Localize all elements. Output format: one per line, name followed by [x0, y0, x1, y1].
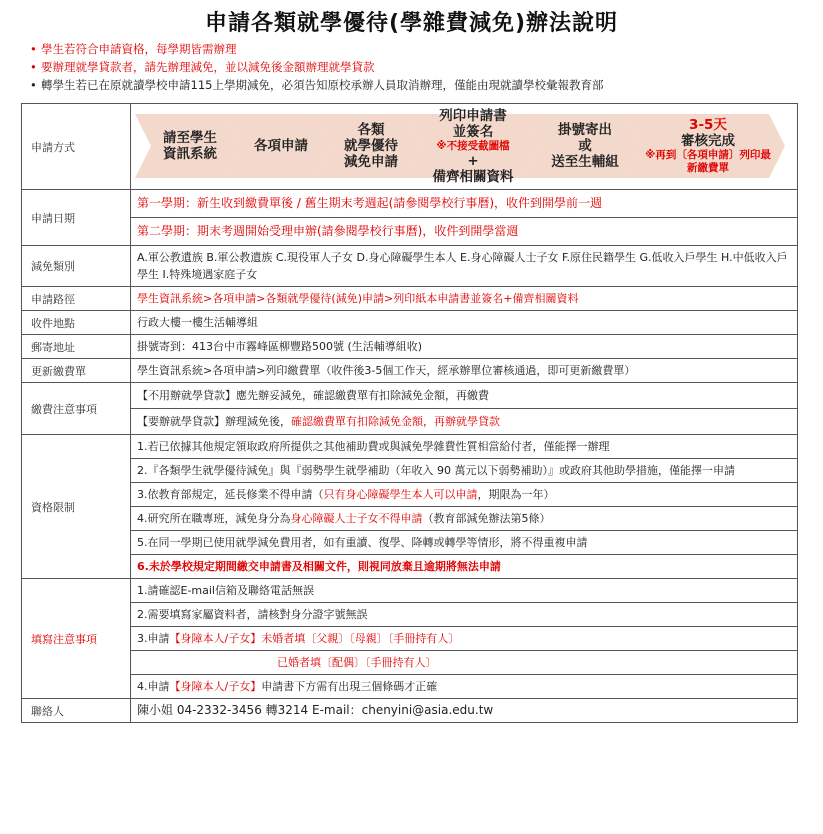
- row-contact: [22, 699, 798, 723]
- step-1: 請至學生 資訊系統: [163, 130, 217, 162]
- label-qualify: 資格限制: [22, 435, 131, 579]
- label-category: 減免類別: [22, 246, 131, 287]
- step-3: 各類 就學優待 減免申請: [344, 122, 398, 170]
- row-path: [22, 287, 798, 311]
- row-mail: [22, 335, 798, 359]
- step-5: 掛號寄出 或 送至生輔組: [551, 122, 619, 170]
- fill-item-3: 3.申請【身障本人/子女】未婚者填〔父親〕〔母親〕〔手冊持有人〕: [131, 627, 797, 651]
- page-title: 申請各類就學優待(學雜費減免)辦法說明: [204, 11, 619, 36]
- row-method: [22, 104, 798, 190]
- mail-text: 掛號寄到：413台中市霧峰區柳豐路500號 (生活輔導組收): [137, 340, 423, 353]
- payment-item-1: 【不用辦就學貸款】應先辦妥減免，確認繳費單有扣除減免金額，再繳費: [131, 383, 797, 409]
- qualify-item-2: 2.『各類學生就學優待減免』與『弱勢學生就學補助（年收入 90 萬元以下弱勢補助）』或政府其他助學措施，僅能擇一申請: [131, 459, 797, 483]
- contact-text: 陳小姐 04-2332-3456 轉3214 E-mail：chenyini@asia.edu.tw: [137, 703, 494, 717]
- row-office: [22, 311, 798, 335]
- label-method: 申請方式: [22, 104, 131, 190]
- office-text: 行政大樓一樓生活輔導組: [137, 316, 258, 329]
- label-office: 收件地點: [22, 311, 131, 335]
- row-date: [22, 190, 798, 246]
- row-fill: [22, 579, 798, 699]
- fill-item-4: 4.申請【身障本人/子女】申請書下方需有出現三個條碼才正確: [137, 680, 438, 693]
- row-category: [22, 246, 798, 287]
- date-semester-2: 第二學期：期末考週開始受理申辦(請參閱學校行事曆)，收件到開學當週: [137, 224, 519, 238]
- note-2: • 要辦理就學貸款者，請先辦理減免，並以減免後金額辦理就學貸款: [30, 60, 375, 74]
- label-contact: 聯絡人: [22, 699, 131, 723]
- label-mail: 郵寄地址: [22, 335, 131, 359]
- fill-item-3-married: 已婚者填〔配偶〕〔手冊持有人〕: [131, 651, 797, 675]
- label-fill: 填寫注意事項: [22, 579, 131, 699]
- qualify-item-3: 3.依教育部規定，延長修業不得申請（只有身心障礙學生本人可以申請，期限為一年）: [131, 483, 797, 507]
- label-path: 申請路徑: [22, 287, 131, 311]
- category-text: A.軍公教遺族 B.軍公教遺族 C.現役軍人子女 D.身心障礙學生本人 E.身心障礙人士子女 F.原住民籍學生 G.低收入戶學生 H.中低收入戶學生 I.特殊境遇家庭子女: [137, 251, 788, 281]
- payment-item-2: 【要辦就學貸款】辦理減免後，確認繳費單有扣除減免金額，再辦就學貸款: [137, 415, 500, 428]
- qualify-item-1: 1.若已依據其他規定領取政府所提供之其他補助費或與減免學雜費性質相當給付者，僅能擇一辦理: [131, 435, 797, 459]
- qualify-item-5: 5.在同一學期已使用就學減免費用者，如有重讀、復學、降轉或轉學等情形，將不得重複申請: [131, 531, 797, 555]
- fill-item-2: 2.需要填寫家屬資料者，請核對身分證字號無誤: [131, 603, 797, 627]
- row-payment: [22, 383, 798, 435]
- update-text: 學生資訊系統>各項申請>列印繳費單（收件後3-5個工作天，經承辦單位審核通過，即可更新繳費單）: [137, 364, 636, 377]
- date-semester-1: 第一學期：新生收到繳費單後 / 舊生期末考週起(請參閱學校行事曆)，收件到開學前一週: [131, 190, 797, 218]
- row-update: [22, 359, 798, 383]
- step-4: 列印申請書 並簽名 ※不接受截圖檔 + 備齊相關資料: [432, 107, 514, 185]
- path-text: 學生資訊系統>各項申請>各類就學優待(減免)申請>列印紙本申請書並簽名+備齊相關資料: [137, 292, 579, 305]
- note-3: • 轉學生若已在原就讀學校申請115上學期減免，必須告知原校承辦人員取消辦理，僅能由現就讀學校彙報教育部: [30, 78, 604, 92]
- flow-cell: [131, 104, 798, 190]
- fill-item-1: 1.請確認E-mail信箱及聯絡電話無誤: [131, 579, 797, 603]
- label-payment: 繳費注意事項: [22, 383, 131, 435]
- notes-list: [30, 40, 603, 94]
- row-qualify: [22, 435, 798, 579]
- qualify-item-6: 6.未於學校規定期間繳交申請書及相關文件，則視同放棄且逾期將無法申請: [137, 560, 501, 573]
- process-flow: [131, 104, 797, 189]
- info-table: [21, 103, 798, 723]
- label-date: 申請日期: [22, 190, 131, 246]
- note-1: • 學生若符合申請資格，每學期皆需辦理: [30, 42, 237, 56]
- step-6: 3-5天 審核完成 ※再到〔各項申請〕列印最新繳費單: [645, 117, 771, 174]
- label-update: 更新繳費單: [22, 359, 131, 383]
- step-2: 各項申請: [254, 138, 308, 154]
- qualify-item-4: 4.研究所在職專班，減免身分為身心障礙人士子女不得申請（教育部減免辦法第5條）: [131, 507, 797, 531]
